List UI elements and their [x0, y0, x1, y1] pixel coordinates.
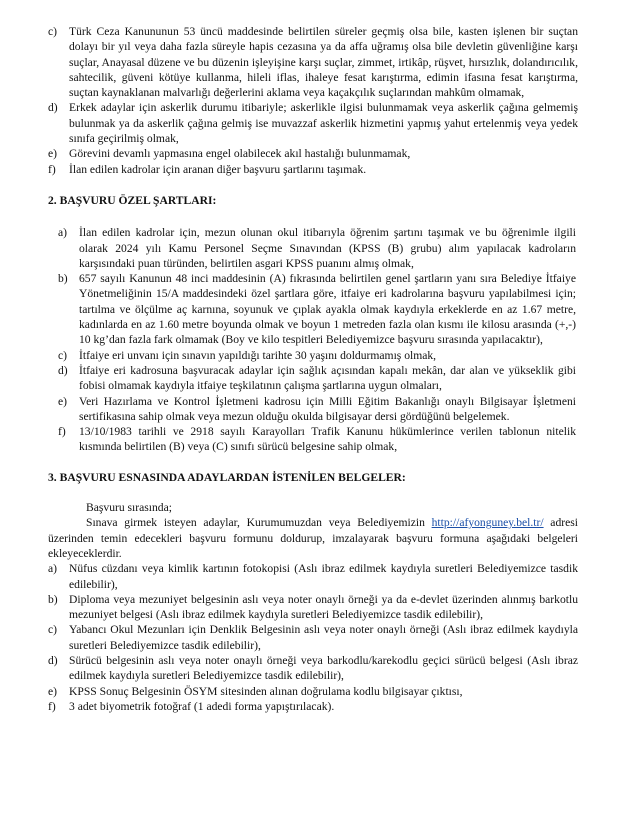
list-item-text: İlan edilen kadrolar için aranan diğer başvuru şartlarını taşımak. — [69, 162, 367, 176]
list-item-text: KPSS Sonuç Belgesinin ÖSYM sitesinden alınan doğrulama kodlu bilgisayar çıktısı, — [69, 684, 463, 698]
list-marker: a) — [48, 562, 58, 576]
list-item-text: Görevini devamlı yapmasına engel olabilecek akıl hastalığı bulunmamak, — [69, 147, 411, 161]
list-item-text: 657 sayılı Kanunun 48 inci maddesinin (A) fıkrasında belirtilen genel şartların yanı sıra Belediye İtfaiye Yönetmeliğinin 15/A maddesindeki özel şartlara göre, itfaiye eri kadrolarına başvuru yapılabilmesi için; tartılma ve ölçülme aç karnına, soyunuk ve çıplak ayakla olmak kaydıyla erkeklerde en az 1.67 metre, kadınlarda en az 1.60 metre boyunda olmak ve boyun 1 metreden fazla olan kısmı ile kilosu arasında (+,-) 10 kg’dan fazla fark olmamak (Boy ve kilo tespitleri Belediyemizce başvuru sırasında yapılacaktır), — [79, 272, 576, 347]
list-item — [48, 622, 578, 653]
list-item-text: Nüfus cüzdanı veya kimlik kartının fotokopisi (Aslı ibraz edilmek kaydıyla suretleri Belediyemizce tasdik edilebilir), — [69, 562, 578, 591]
list-item-text: Veri Hazırlama ve Kontrol İşletmeni kadrosu için Milli Eğitim Bakanlığı onaylı Bilgisayar İşletmeni sertifikasına sahip olmak veya mezun olduğu okulda bilgisayar dersi gördüğünü belgelemek. — [79, 394, 576, 423]
list-marker: c) — [58, 348, 68, 362]
list-marker: b) — [48, 592, 58, 606]
list-item — [58, 348, 576, 363]
section-heading-special-requirements: 2. BAŞVURU ÖZEL ŞARTLARI: — [48, 193, 217, 207]
list-item — [58, 424, 576, 455]
list-item-text: Sürücü belgesinin aslı veya noter onaylı örneği veya barkodlu/karekodlu geçici sürücü belgesi (Aslı ibraz edilmek kaydıyla suretleri Belediyemizce tasdik edilebilir), — [69, 653, 578, 683]
list-item — [58, 271, 576, 347]
list-item-text: 3 adet biyometrik fotoğraf (1 adedi forma yapıştırılacak). — [69, 699, 335, 713]
list-item — [58, 363, 576, 394]
list-item — [48, 24, 578, 100]
intro-line: Başvuru sırasında; — [86, 501, 172, 515]
list-marker: d) — [48, 101, 58, 115]
list-item-text: 13/10/1983 tarihli ve 2918 sayılı Karayolları Trafik Kanunu hükümlerince verilen tablonun nitelik kısmında belirtilen (B) veya (C) sınıfı sürücü belgesine sahip olmak, — [79, 425, 576, 454]
section-heading-required-documents: 3. BAŞVURU ESNASINDA ADAYLARDAN İSTENİLEN BELGELER: — [48, 470, 406, 484]
list-item-text: İlan edilen kadrolar için, mezun olunan okul itibarıyla öğrenim şartını taşımak ve bu öğrenimle ilgili olarak 2024 yılı Kamu Personel Seçme Sınavından (KPSS (B) grubu) alım yapılacak kadroların karşısındaki puan türünden, belirtilen asgari KPSS puanını almış olmak, — [79, 226, 576, 270]
list-item — [48, 592, 578, 623]
intro-paragraph — [48, 515, 578, 561]
list-item — [58, 394, 576, 425]
list-item — [48, 146, 578, 161]
list-item — [48, 699, 578, 714]
list-item-text: Erkek adaylar için askerlik durumu itibariyle; askerlikle ilgisi bulunmamak veya askerlik çağına gelmemiş bulunmak ya da askerlik çağına gelmiş ise muvazzaf askerlik hizmetini yapmış yahut ertelenmiş veya yedek sınıfa geçirilmiş olmak, — [69, 101, 578, 146]
list-marker: b) — [58, 272, 68, 286]
intro-text-after-link: adresi üzerinden temin edecekleri başvuru formunu doldurup, imzalayarak başvuru formuna aşağıdaki belgeleri ekleyeceklerdir. — [48, 516, 578, 560]
list-marker: c) — [48, 25, 58, 38]
list-marker: d) — [58, 363, 68, 377]
list-marker: e) — [48, 684, 58, 698]
list-item — [58, 225, 576, 271]
special-requirements-list — [58, 225, 576, 454]
list-item-text: Türk Ceza Kanununun 53 üncü maddesinde belirtilen süreler geçmiş olsa bile, kasten işlenen bir suçtan dolayı bir yıl veya daha fazla süreyle hapis cezasına ya da affa uğramış olsa bile devletin güvenliğine karşı suçlar, Anayasal düzene ve bu düzenin işleyişine karşı suçlar, zimmet, irtikâp, rüşvet, hırsızlık, dolandırıcılık, sahtecilik, güveni kötüye kullanma, hileli iflas, ihaleye fesat karıştırma, edimin ifasına fesat karıştırma, suçtan kaynaklanan malvarlığı değerlerini aklama veya kaçakçılık suçlarından mahkûm olmamak, — [69, 25, 578, 100]
list-marker: e) — [58, 394, 68, 408]
list-item-text: Yabancı Okul Mezunları için Denklik Belgesinin aslı veya noter onaylı örneği (Aslı ibraz edilmek kaydıyla suretleri Belediyemizce tasdik edilebilir), — [69, 623, 578, 652]
required-documents-list — [48, 561, 578, 714]
list-item-text: İtfaiye eri kadrosuna başvuracak adaylar için sağlık açısından kapalı mekân, dar alan ve yükseklik gibi fobisi olmamak kaydıyla itfaiye teşkilatının çalışma şartlarına uygun olmaları, — [79, 363, 576, 393]
list-item — [48, 653, 578, 684]
list-item — [48, 561, 578, 592]
list-marker: d) — [48, 653, 58, 667]
list-item-text: İtfaiye eri unvanı için sınavın yapıldığı tarihte 30 yaşını doldurmamış olmak, — [79, 348, 437, 362]
list-item — [48, 684, 578, 699]
intro-text-before-link: Sınava girmek isteyen adaylar, Kurumumuzdan veya Belediyemizin — [86, 516, 432, 530]
list-marker: f) — [58, 425, 66, 439]
website-link[interactable]: http://afyonguney.bel.tr/ — [431, 516, 544, 530]
list-item — [48, 100, 578, 146]
list-marker: c) — [48, 623, 58, 637]
list-marker: e) — [48, 147, 58, 161]
list-item-text: Diploma veya mezuniyet belgesinin aslı veya noter onaylı örneği ya da e-devlet üzerinden alınmış barkotlu mezuniyet belgesi (Aslı ibraz edilmek kaydıyla suretleri Belediyemizce tasdik edilebilir), — [69, 592, 578, 622]
list-item — [48, 162, 578, 177]
list-marker: f) — [48, 162, 56, 176]
list-marker: f) — [48, 699, 56, 713]
list-marker: a) — [58, 226, 68, 240]
general-requirements-list — [48, 24, 578, 177]
